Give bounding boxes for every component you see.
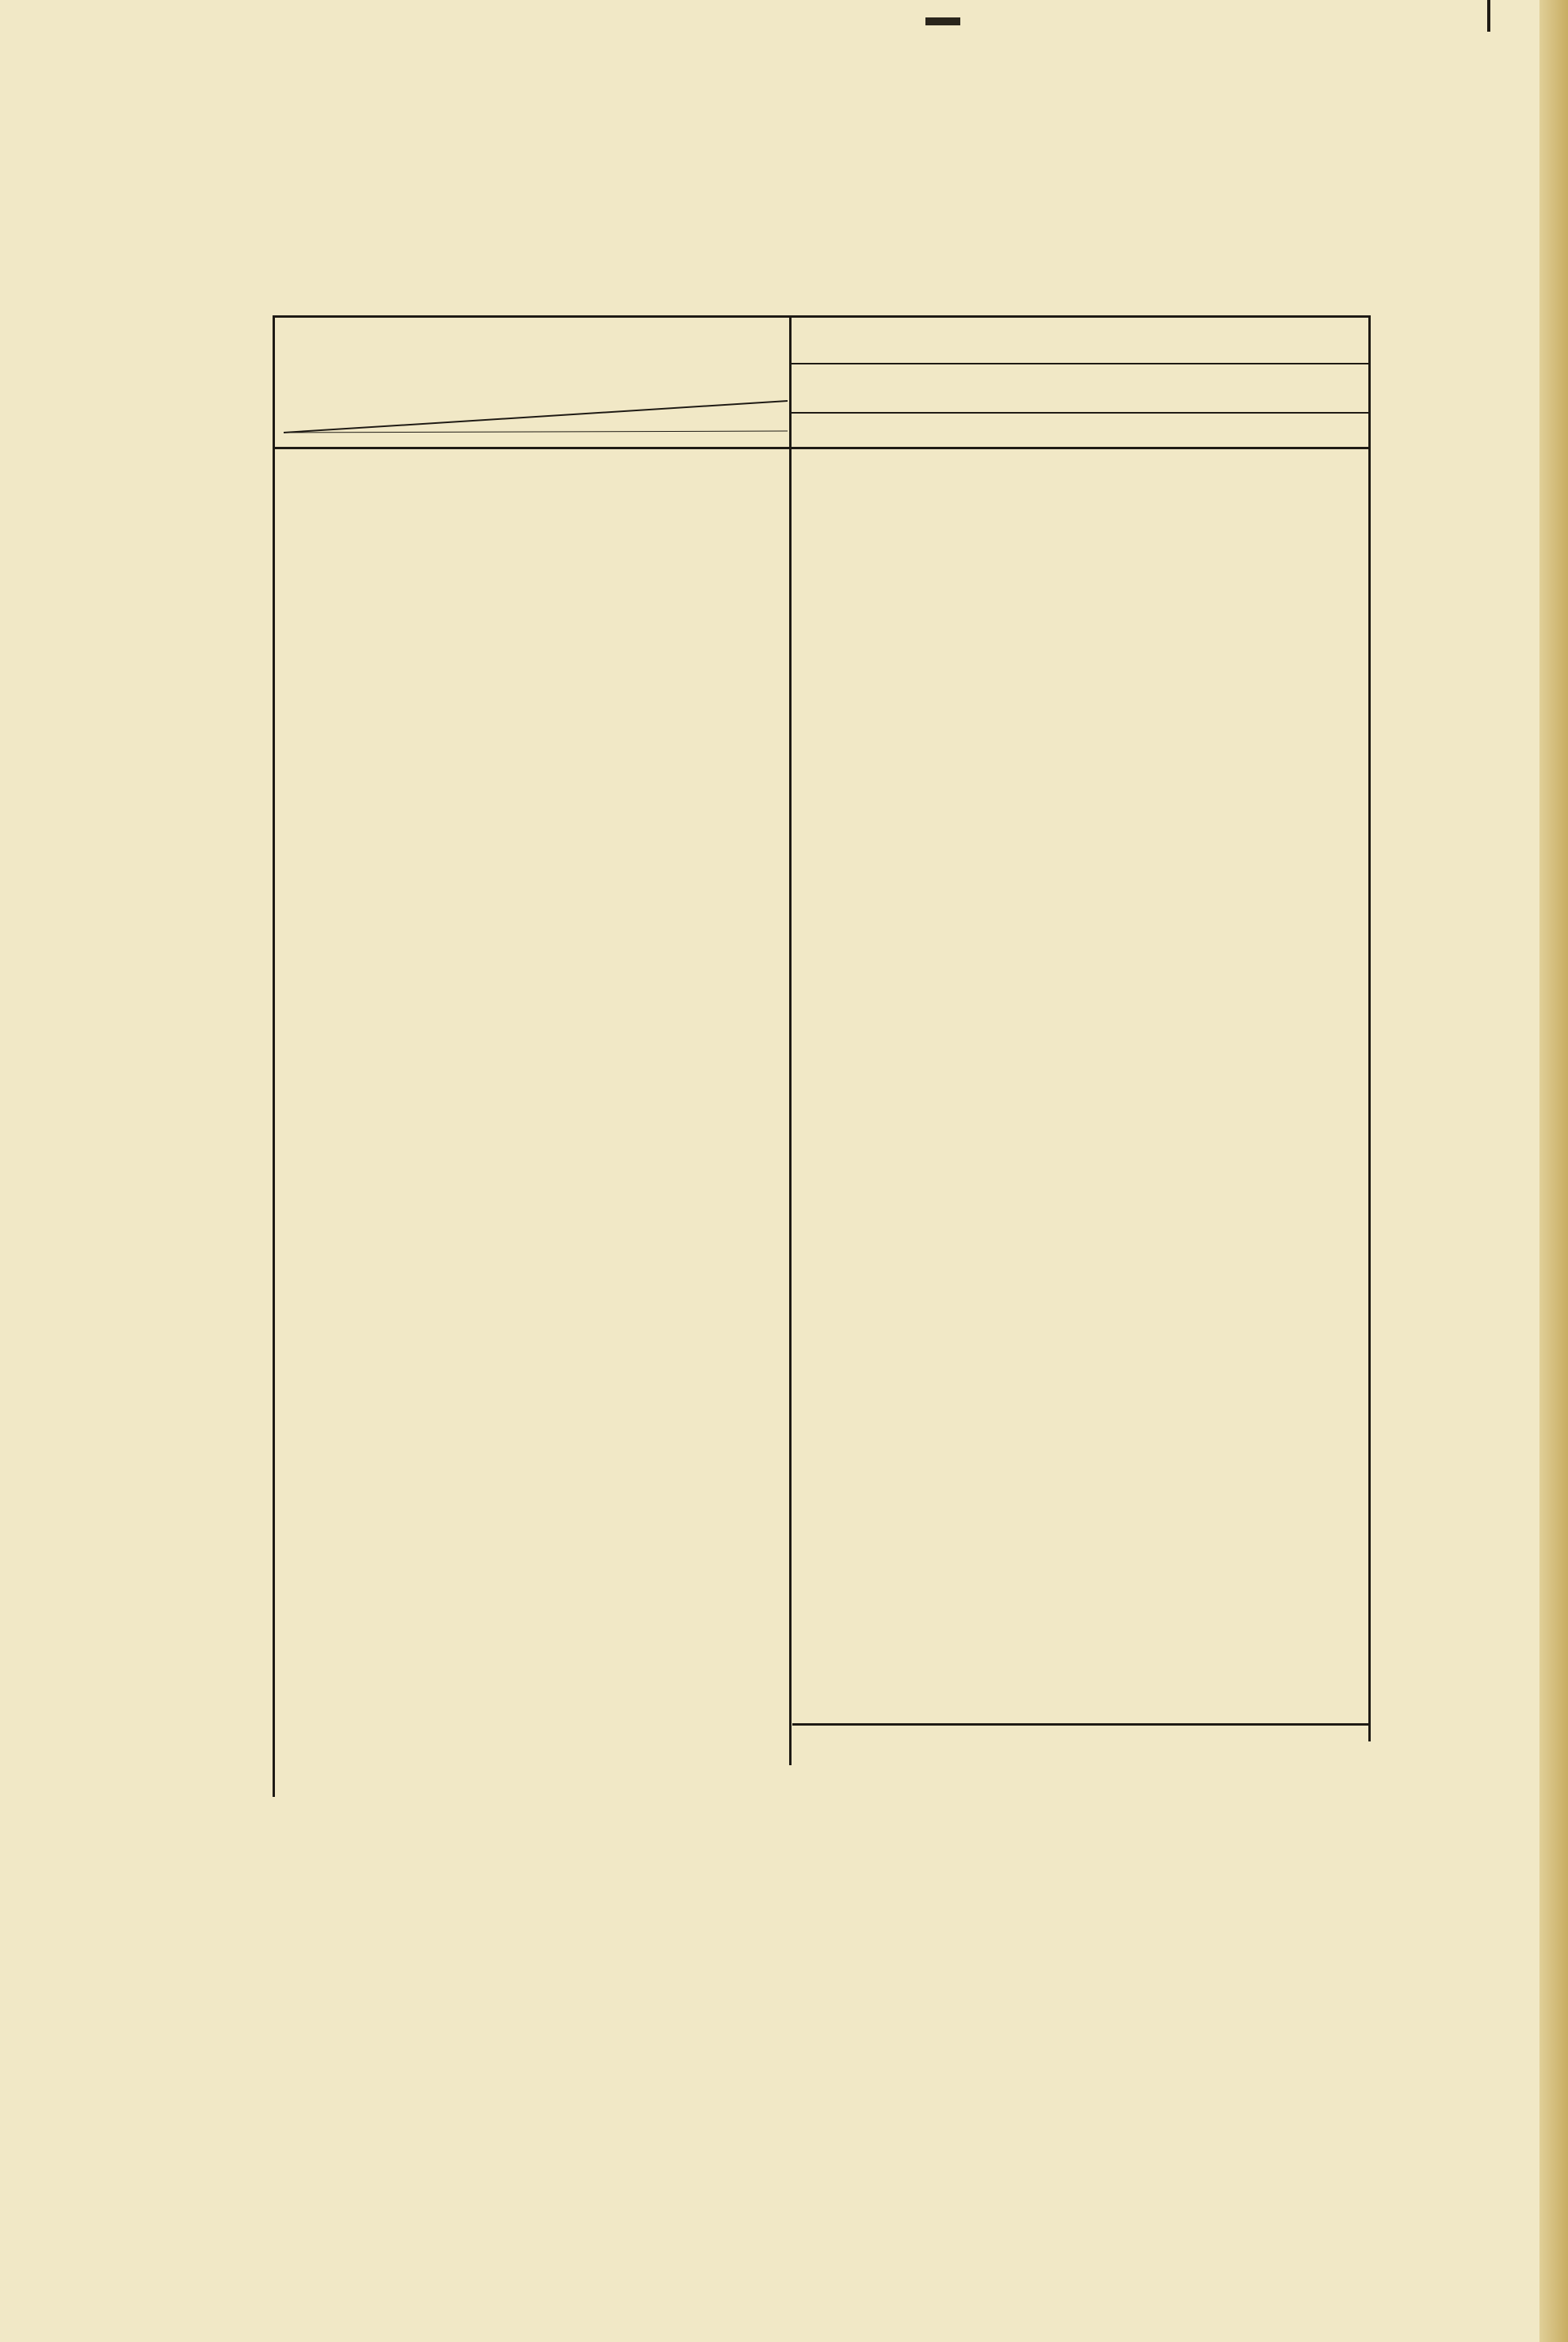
header-diagonal xyxy=(284,355,791,434)
print-mark xyxy=(925,17,960,25)
page-edge-line xyxy=(1487,0,1490,32)
table-right-border xyxy=(1368,315,1371,1741)
table-left-border xyxy=(273,315,275,1797)
page-edge xyxy=(1539,0,1568,2342)
header-bottom-border xyxy=(273,447,1371,449)
curriculum-table xyxy=(273,315,1371,1797)
totals-rule xyxy=(792,1723,1371,1726)
caption-row-border xyxy=(789,412,1369,414)
semester-row-border xyxy=(789,363,1369,364)
table-top-border xyxy=(273,315,1371,318)
subjects-column-border xyxy=(789,315,792,1765)
